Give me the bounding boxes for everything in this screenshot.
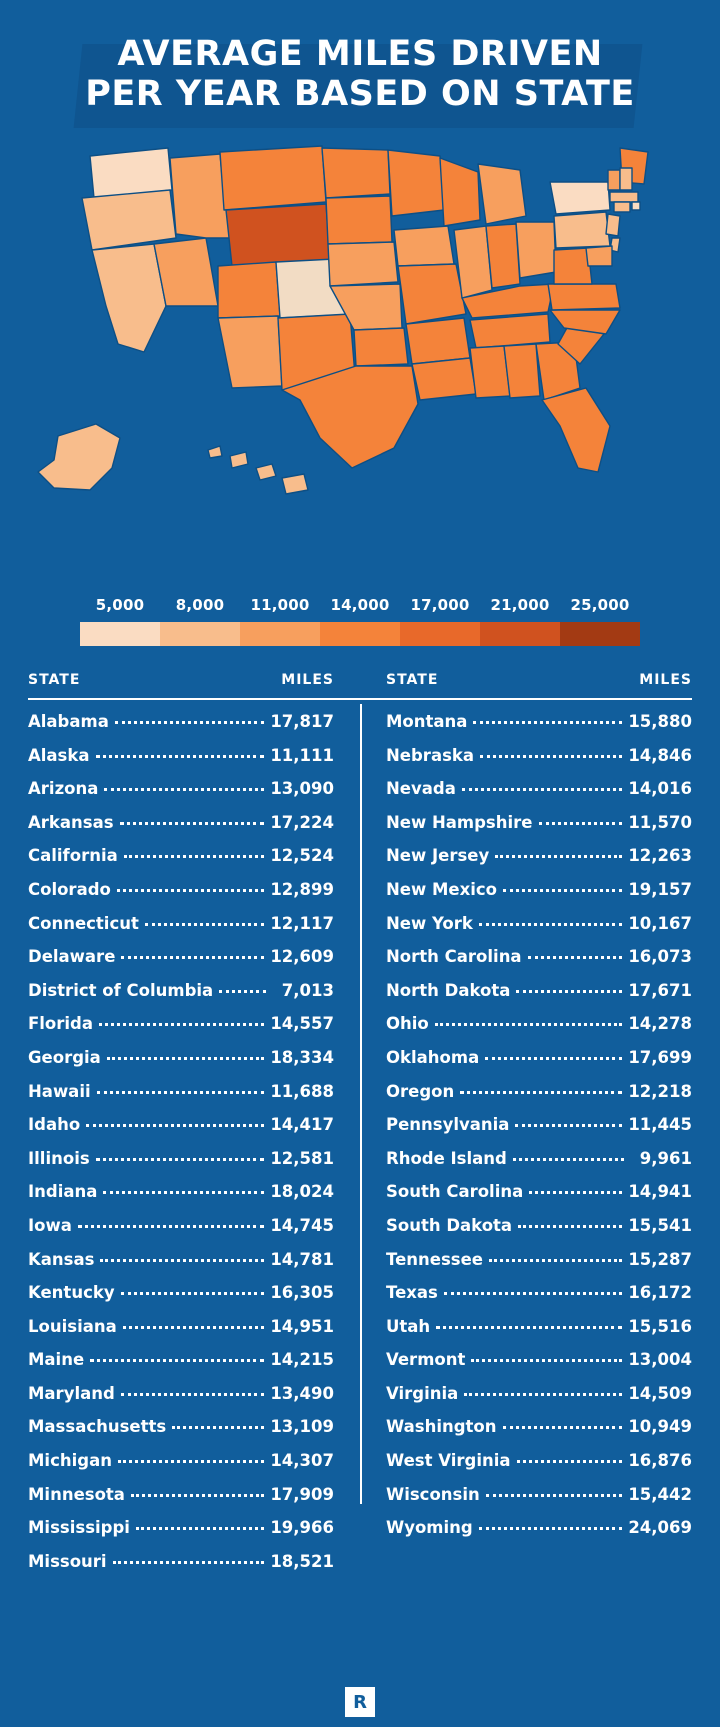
legend-label-3: 14,000 xyxy=(330,596,390,614)
table-row xyxy=(386,1451,692,1485)
state-name: Colorado xyxy=(28,879,111,899)
miles-value: 14,215 xyxy=(270,1350,334,1370)
miles-value: 13,004 xyxy=(628,1350,692,1370)
miles-value: 12,117 xyxy=(270,913,334,933)
leader-dots xyxy=(78,1217,264,1231)
miles-value: 17,671 xyxy=(628,980,692,1000)
state-shape-alabama xyxy=(504,344,540,398)
state-name: Wyoming xyxy=(386,1518,473,1538)
leader-dots xyxy=(479,1519,623,1533)
table-row xyxy=(28,746,334,780)
table-row xyxy=(386,1082,692,1116)
state-name: Ohio xyxy=(386,1014,429,1034)
miles-value: 14,509 xyxy=(628,1383,692,1403)
miles-value: 14,781 xyxy=(270,1249,334,1269)
state-name: Michigan xyxy=(28,1451,112,1471)
miles-value: 14,846 xyxy=(628,745,692,765)
table-row xyxy=(386,947,692,981)
state-name: Kansas xyxy=(28,1249,95,1269)
state-shape-alaska xyxy=(38,424,120,490)
state-name: New Hampshire xyxy=(386,812,533,832)
state-name: Texas xyxy=(386,1283,438,1303)
leader-dots xyxy=(479,915,622,929)
state-name: Maryland xyxy=(28,1383,115,1403)
state-shape-vermont xyxy=(608,170,620,190)
miles-value: 15,880 xyxy=(628,712,692,731)
table-row xyxy=(28,981,334,1015)
state-miles-table xyxy=(28,672,692,1585)
table-row xyxy=(28,1082,334,1116)
miles-value: 11,688 xyxy=(270,1081,334,1101)
state-shape-maryland xyxy=(586,246,612,266)
state-name: Arkansas xyxy=(28,812,114,832)
table-row xyxy=(28,1283,334,1317)
state-shape-north-carolina xyxy=(550,310,620,334)
miles-value: 17,699 xyxy=(628,1047,692,1067)
legend-swatch-5 xyxy=(480,622,560,646)
leader-dots xyxy=(86,1116,264,1130)
table-header-right xyxy=(360,672,692,688)
table-row xyxy=(386,1216,692,1250)
state-name: Florida xyxy=(28,1014,94,1034)
leader-dots xyxy=(516,982,622,996)
miles-value: 11,111 xyxy=(270,745,334,765)
miles-value: 12,218 xyxy=(628,1081,692,1101)
table-row xyxy=(386,813,692,847)
state-name: Maine xyxy=(28,1350,85,1370)
table-row xyxy=(28,1250,334,1284)
state-name: Illinois xyxy=(28,1148,90,1168)
map-legend xyxy=(80,596,640,646)
leader-dots xyxy=(219,982,266,996)
legend-label-6: 25,000 xyxy=(570,596,630,614)
miles-value: 12,609 xyxy=(270,947,334,967)
miles-value: 12,524 xyxy=(270,846,334,866)
miles-value: 15,287 xyxy=(628,1249,692,1269)
leader-dots xyxy=(495,847,622,861)
leader-dots xyxy=(96,747,265,761)
miles-value: 10,167 xyxy=(628,913,692,933)
miles-value: 16,876 xyxy=(628,1451,692,1471)
table-row xyxy=(28,1417,334,1451)
state-shape-oregon xyxy=(82,190,176,250)
leader-dots xyxy=(529,1183,622,1197)
leader-dots xyxy=(100,1251,264,1265)
table-column-right xyxy=(360,712,692,1585)
state-shape-missouri xyxy=(398,264,466,324)
table-row xyxy=(386,1250,692,1284)
table-header-left xyxy=(28,672,360,688)
leader-dots xyxy=(113,1553,265,1567)
leader-dots xyxy=(90,1351,264,1365)
state-shape-tennessee xyxy=(470,314,550,348)
leader-dots xyxy=(107,1049,265,1063)
miles-value: 16,172 xyxy=(628,1283,692,1303)
state-name: Connecticut xyxy=(28,913,139,933)
leader-dots xyxy=(96,1150,265,1164)
state-name: Georgia xyxy=(28,1047,101,1067)
legend-swatch-4 xyxy=(400,622,480,646)
leader-dots xyxy=(517,1452,623,1466)
state-name: Indiana xyxy=(28,1182,98,1202)
table-body xyxy=(28,700,692,1585)
leader-dots xyxy=(145,915,264,929)
table-row xyxy=(386,914,692,948)
table-row xyxy=(28,914,334,948)
column-header-state-left: STATE xyxy=(28,672,81,688)
miles-value: 12,263 xyxy=(628,846,692,866)
column-divider xyxy=(360,704,362,1504)
legend-label-1: 8,000 xyxy=(175,596,225,614)
state-name: North Carolina xyxy=(386,947,522,967)
miles-value: 17,909 xyxy=(270,1484,334,1504)
title-block xyxy=(0,34,720,114)
table-row xyxy=(386,1317,692,1351)
miles-value: 14,278 xyxy=(628,1014,692,1034)
state-shape-florida xyxy=(542,388,610,472)
leader-dots xyxy=(99,1015,264,1029)
table-row xyxy=(28,1317,334,1351)
table-row xyxy=(28,947,334,981)
column-header-miles-left: MILES xyxy=(281,672,334,688)
leader-dots xyxy=(503,1418,623,1432)
leader-dots xyxy=(515,1116,622,1130)
column-header-state-right: STATE xyxy=(386,672,439,688)
leader-dots xyxy=(539,814,623,828)
table-row xyxy=(386,981,692,1015)
miles-value: 15,516 xyxy=(628,1316,692,1336)
leader-dots xyxy=(121,1284,265,1298)
table-row xyxy=(28,1451,334,1485)
miles-value: 11,445 xyxy=(628,1115,692,1135)
leader-dots xyxy=(103,1183,264,1197)
state-shape-california xyxy=(92,244,166,352)
leader-dots xyxy=(489,1251,622,1265)
state-shape-ohio xyxy=(516,222,556,278)
miles-value: 18,024 xyxy=(270,1182,334,1202)
miles-value: 18,521 xyxy=(270,1551,334,1571)
miles-value: 11,570 xyxy=(628,812,692,832)
table-row xyxy=(28,779,334,813)
state-name: South Dakota xyxy=(386,1215,513,1235)
table-row xyxy=(28,1149,334,1183)
us-choropleth-map xyxy=(20,138,700,528)
state-shape-arkansas xyxy=(406,318,470,364)
leader-dots xyxy=(503,881,622,895)
leader-dots xyxy=(131,1486,264,1500)
state-shape-north-dakota xyxy=(322,148,390,198)
state-shape-arizona xyxy=(218,316,282,388)
state-shape-michigan xyxy=(478,164,526,224)
state-shape-montana xyxy=(220,146,326,210)
table-row xyxy=(386,1115,692,1149)
state-shape-new-jersey xyxy=(606,214,620,236)
leader-dots xyxy=(97,1083,265,1097)
state-name: New York xyxy=(386,913,473,933)
legend-label-2: 11,000 xyxy=(250,596,310,614)
leader-dots xyxy=(104,780,264,794)
table-row xyxy=(386,1014,692,1048)
state-shape-oklahoma xyxy=(354,328,408,366)
table-row xyxy=(28,880,334,914)
state-shape-nebraska xyxy=(328,242,398,286)
state-name: Minnesota xyxy=(28,1484,125,1504)
state-name: Nebraska xyxy=(386,745,475,765)
table-row xyxy=(386,746,692,780)
miles-value: 13,490 xyxy=(270,1383,334,1403)
leader-dots xyxy=(460,1083,622,1097)
state-name: Oklahoma xyxy=(386,1047,480,1067)
state-shape-wyoming xyxy=(226,204,330,266)
page-title-line-1: AVERAGE MILES DRIVEN xyxy=(117,34,603,74)
brand-logo: R xyxy=(345,1687,375,1717)
state-name: Pennsylvania xyxy=(386,1115,510,1135)
table-row xyxy=(28,1350,334,1384)
state-shape-louisiana xyxy=(412,358,476,400)
state-shape-utah xyxy=(218,262,280,318)
miles-value: 14,951 xyxy=(270,1316,334,1336)
table-row xyxy=(386,712,692,746)
leader-dots xyxy=(480,747,622,761)
table-row xyxy=(28,846,334,880)
leader-dots xyxy=(118,1452,264,1466)
leader-dots xyxy=(513,1150,624,1164)
miles-value: 12,899 xyxy=(270,879,334,899)
state-name: Oregon xyxy=(386,1081,455,1101)
state-shape-virginia xyxy=(548,284,620,310)
state-name: Rhode Island xyxy=(386,1148,507,1168)
state-name: Montana xyxy=(386,712,468,731)
table-row xyxy=(28,712,334,746)
state-name: Kentucky xyxy=(28,1283,115,1303)
miles-value: 19,966 xyxy=(270,1518,334,1538)
table-row xyxy=(28,1485,334,1519)
state-name: New Mexico xyxy=(386,879,498,899)
state-name: Missouri xyxy=(28,1551,107,1571)
leader-dots xyxy=(462,780,622,794)
state-name: Vermont xyxy=(386,1350,466,1370)
state-name: Wisconsin xyxy=(386,1484,480,1504)
miles-value: 18,334 xyxy=(270,1047,334,1067)
leader-dots xyxy=(121,1385,265,1399)
state-shape-rhode-island xyxy=(632,202,640,210)
legend-label-4: 17,000 xyxy=(410,596,470,614)
miles-value: 7,013 xyxy=(281,980,334,1000)
table-row xyxy=(28,1115,334,1149)
miles-value: 10,949 xyxy=(628,1417,692,1437)
table-header xyxy=(28,672,692,700)
legend-color-scale xyxy=(80,622,640,646)
state-shape-minnesota xyxy=(388,150,444,216)
state-name: Delaware xyxy=(28,947,116,967)
leader-dots xyxy=(115,713,264,727)
miles-value: 14,745 xyxy=(270,1215,334,1235)
leader-dots xyxy=(485,1049,622,1063)
leader-dots xyxy=(436,1318,622,1332)
state-name: Nevada xyxy=(386,779,456,799)
legend-swatch-3 xyxy=(320,622,400,646)
miles-value: 17,817 xyxy=(270,712,334,731)
miles-value: 12,581 xyxy=(270,1148,334,1168)
table-row xyxy=(386,1350,692,1384)
table-row xyxy=(28,1014,334,1048)
state-name: Arizona xyxy=(28,779,99,799)
state-name: District of Columbia xyxy=(28,980,214,1000)
state-shape-nevada xyxy=(154,238,218,306)
state-shape-pennsylvania xyxy=(554,212,610,248)
leader-dots xyxy=(486,1486,623,1500)
leader-dots xyxy=(123,1318,265,1332)
state-name: Utah xyxy=(386,1316,431,1336)
table-row xyxy=(28,1384,334,1418)
miles-value: 19,157 xyxy=(628,879,692,899)
table-row xyxy=(28,1182,334,1216)
state-name: West Virginia xyxy=(386,1451,511,1471)
miles-value: 14,941 xyxy=(628,1182,692,1202)
table-row xyxy=(386,779,692,813)
table-row xyxy=(386,1048,692,1082)
legend-swatch-2 xyxy=(240,622,320,646)
table-column-left xyxy=(28,712,360,1585)
legend-label-0: 5,000 xyxy=(95,596,145,614)
state-name: Alabama xyxy=(28,712,109,731)
state-name: Washington xyxy=(386,1417,497,1437)
miles-value: 15,541 xyxy=(628,1215,692,1235)
table-row xyxy=(28,1518,334,1552)
miles-value: 13,090 xyxy=(270,779,334,799)
miles-value: 14,016 xyxy=(628,779,692,799)
miles-value: 17,224 xyxy=(270,812,334,832)
table-row xyxy=(386,1182,692,1216)
table-row xyxy=(28,813,334,847)
miles-value: 9,961 xyxy=(639,1148,692,1168)
table-row xyxy=(386,1417,692,1451)
state-name: Alaska xyxy=(28,745,90,765)
leader-dots xyxy=(528,948,623,962)
state-name: California xyxy=(28,846,118,866)
table-row xyxy=(386,1384,692,1418)
leader-dots xyxy=(471,1351,622,1365)
state-name: North Dakota xyxy=(386,980,511,1000)
table-row xyxy=(386,880,692,914)
state-shape-indiana xyxy=(486,224,520,288)
miles-value: 14,417 xyxy=(270,1115,334,1135)
legend-swatch-6 xyxy=(560,622,640,646)
state-name: Virginia xyxy=(386,1383,459,1403)
miles-value: 16,305 xyxy=(270,1283,334,1303)
state-name: South Carolina xyxy=(386,1182,524,1202)
state-name: Mississippi xyxy=(28,1518,130,1538)
table-row xyxy=(386,846,692,880)
leader-dots xyxy=(121,948,264,962)
leader-dots xyxy=(124,847,265,861)
state-name: Tennessee xyxy=(386,1249,483,1269)
leader-dots xyxy=(444,1284,622,1298)
miles-value: 15,442 xyxy=(628,1484,692,1504)
leader-dots xyxy=(120,814,265,828)
state-shape-connecticut xyxy=(614,202,630,212)
leader-dots xyxy=(136,1519,264,1533)
state-name: Louisiana xyxy=(28,1316,117,1336)
legend-swatch-0 xyxy=(80,622,160,646)
leader-dots xyxy=(473,713,622,727)
leader-dots xyxy=(518,1217,622,1231)
state-name: Idaho xyxy=(28,1115,81,1135)
legend-labels xyxy=(80,596,640,618)
state-shape-new-york xyxy=(550,182,610,214)
table-row xyxy=(386,1485,692,1519)
leader-dots xyxy=(435,1015,623,1029)
table-row xyxy=(28,1048,334,1082)
table-row xyxy=(386,1518,692,1552)
legend-swatch-1 xyxy=(160,622,240,646)
state-shape-wisconsin xyxy=(440,158,480,226)
table-row xyxy=(386,1149,692,1183)
state-shape-hawaii xyxy=(208,446,308,494)
miles-value: 16,073 xyxy=(628,947,692,967)
state-shape-new-hampshire xyxy=(620,168,632,190)
table-row xyxy=(28,1216,334,1250)
page-title-line-2: PER YEAR BASED ON STATE xyxy=(85,74,635,114)
table-row xyxy=(28,1552,334,1586)
miles-value: 24,069 xyxy=(628,1518,692,1538)
miles-value: 14,307 xyxy=(270,1451,334,1471)
leader-dots xyxy=(464,1385,622,1399)
state-shape-massachusetts xyxy=(610,192,638,202)
leader-dots xyxy=(172,1418,264,1432)
state-shape-south-dakota xyxy=(326,196,392,244)
state-shape-mississippi xyxy=(470,346,510,398)
column-header-miles-right: MILES xyxy=(639,672,692,688)
table-row xyxy=(386,1283,692,1317)
state-shape-iowa xyxy=(394,226,454,266)
miles-value: 13,109 xyxy=(270,1417,334,1437)
state-name: Hawaii xyxy=(28,1081,91,1101)
state-name: Massachusetts xyxy=(28,1417,167,1437)
state-name: New Jersey xyxy=(386,846,490,866)
miles-value: 14,557 xyxy=(270,1014,334,1034)
legend-label-5: 21,000 xyxy=(490,596,550,614)
leader-dots xyxy=(117,881,264,895)
state-name: Iowa xyxy=(28,1215,72,1235)
